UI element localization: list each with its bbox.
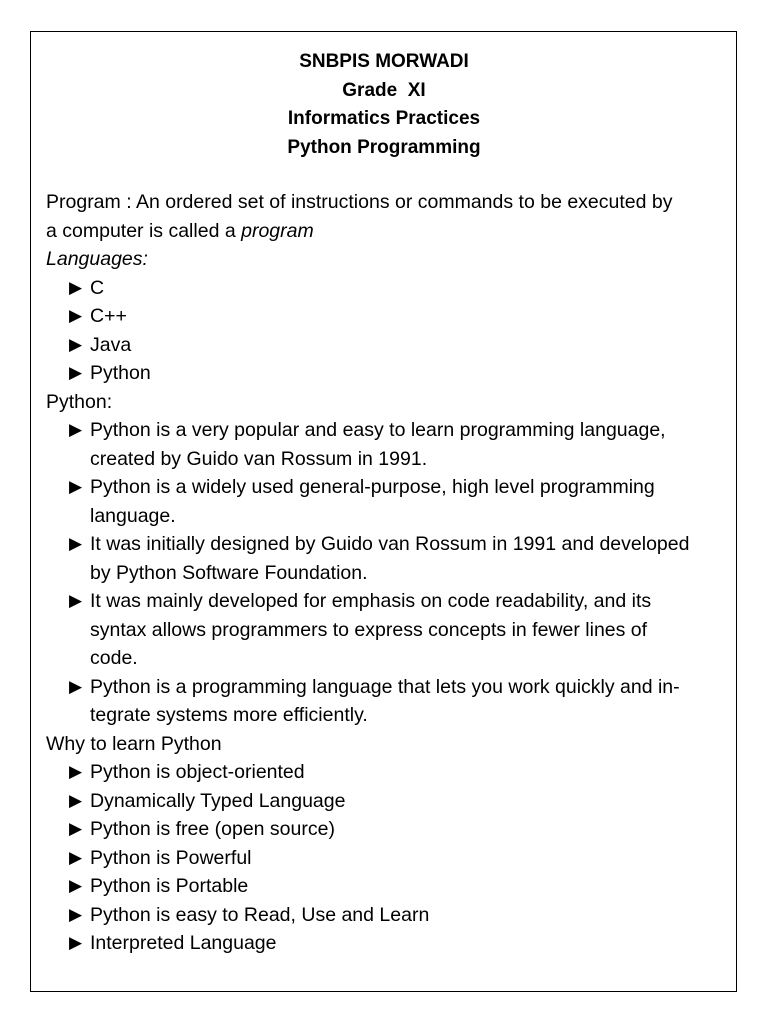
bullet-arrow-icon: ▶: [69, 306, 83, 325]
list-item-text: Python is a widely used general-purpose, high level programming: [90, 476, 655, 498]
why-learn-item: [46, 929, 726, 958]
bullet-arrow-icon: ▶: [69, 676, 83, 696]
python-facts-list: [46, 416, 726, 730]
bullet-arrow-icon: ▶: [69, 904, 83, 924]
why-learn-list: [46, 758, 726, 958]
bullet-arrow-icon: ▶: [69, 334, 83, 354]
bullet-arrow-icon: ▶: [69, 477, 83, 496]
list-item-text: code.: [90, 647, 138, 669]
list-item-text: C: [90, 276, 105, 299]
why-learn-item: [46, 872, 726, 901]
bullet-arrow-icon: ▶: [69, 277, 83, 297]
language-item: [46, 302, 726, 331]
language-item: [46, 274, 726, 303]
list-item-text: Python is Powerful: [90, 846, 252, 869]
why-learn-item: [46, 787, 726, 816]
why-learn-heading: Why to learn Python: [46, 732, 222, 755]
list-item-text: by Python Software Foundation.: [90, 561, 368, 584]
list-item-text: Python is object-oriented: [90, 761, 305, 783]
document-header: [0, 48, 768, 162]
document-body: [46, 188, 726, 958]
list-item-text: tegrate systems more efficiently.: [90, 704, 368, 726]
list-item-text: Python is Portable: [90, 875, 249, 897]
program-term: program: [241, 219, 314, 242]
python-fact-item: [46, 473, 726, 530]
python-heading: Python:: [46, 390, 113, 413]
list-item-text: syntax allows programmers to express concepts in fewer lines of: [90, 618, 648, 641]
bullet-arrow-icon: ▶: [69, 876, 83, 895]
languages-heading: Languages:: [46, 248, 148, 270]
list-item-text: Dynamically Typed Language: [90, 789, 346, 812]
list-item-text: Python is a very popular and easy to learn programming language,: [90, 419, 666, 441]
python-fact-item: [46, 530, 726, 587]
bullet-arrow-icon: ▶: [69, 933, 83, 952]
bullet-arrow-icon: ▶: [69, 847, 83, 867]
topic-title: Python Programming: [287, 136, 481, 158]
list-item-text: created by Guido van Rossum in 1991.: [90, 447, 428, 470]
bullet-arrow-icon: ▶: [69, 790, 83, 810]
why-learn-item: [46, 758, 726, 787]
languages-list: [46, 274, 726, 388]
bullet-arrow-icon: ▶: [69, 363, 83, 382]
list-item-text: Python is a programming language that lets you work quickly and in-: [90, 675, 680, 698]
python-fact-item: [46, 673, 726, 730]
why-learn-item: [46, 844, 726, 873]
language-item: [46, 331, 726, 360]
program-definition-prefix: a computer is called a: [46, 219, 242, 242]
python-fact-item: [46, 416, 726, 473]
bullet-arrow-icon: ▶: [69, 420, 83, 439]
python-fact-item: [46, 587, 726, 673]
bullet-arrow-icon: ▶: [69, 534, 83, 553]
list-item-text: Python is free (open source): [90, 818, 335, 840]
list-item-text: C++: [90, 305, 127, 327]
list-item-text: It was initially designed by Guido van Rossum in 1991 and developed: [90, 533, 690, 555]
list-item-text: Interpreted Language: [90, 932, 277, 954]
bullet-arrow-icon: ▶: [69, 762, 83, 781]
why-learn-item: [46, 815, 726, 844]
program-definition-line1: Program : An ordered set of instructions or commands to be executed by: [46, 191, 673, 213]
list-item-text: Python is easy to Read, Use and Learn: [90, 903, 430, 926]
list-item-text: language.: [90, 504, 176, 527]
program-definition-line2: [46, 217, 726, 246]
list-item-text: Python: [90, 362, 151, 384]
bullet-arrow-icon: ▶: [69, 591, 83, 610]
subject-title: Informatics Practices: [287, 108, 481, 129]
bullet-arrow-icon: ▶: [69, 819, 83, 838]
grade-label: Grade XI: [342, 79, 426, 101]
school-name: SNBPIS MORWADI: [299, 51, 469, 72]
list-item-text: Java: [90, 333, 132, 356]
why-learn-item: [46, 901, 726, 930]
language-item: [46, 359, 726, 388]
list-item-text: It was mainly developed for emphasis on code readability, and its: [90, 590, 652, 612]
